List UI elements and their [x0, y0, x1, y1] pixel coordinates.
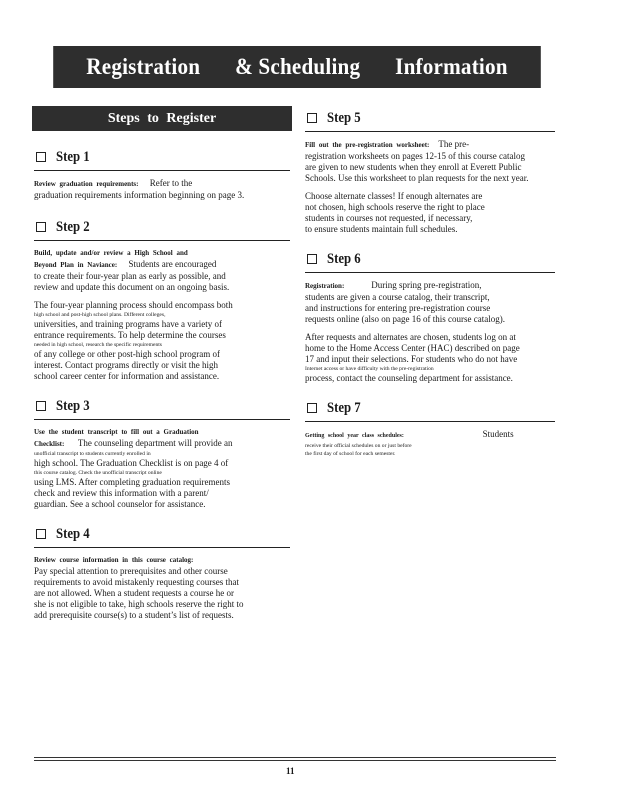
text-line: school career center for information and assistance. [34, 371, 220, 381]
text-line: students in courses not requested, if necessary, [305, 213, 473, 223]
text-line: using LMS. After completing graduation requirements [34, 477, 230, 487]
right-column [305, 108, 555, 458]
text-line-small: this course catalog. Check the unofficial transcript online [34, 470, 162, 476]
text-line: entrance requirements. To help determine the courses [34, 330, 226, 340]
step-2-body-2 [34, 300, 290, 382]
step-4 [34, 524, 290, 621]
step-title: Step 7 [327, 399, 361, 416]
step-lead: Build, update and/or review a High School and [34, 249, 188, 257]
text-line-small: receive their official schedules on or just before [305, 443, 412, 449]
step-2-header [34, 217, 290, 241]
text-line: graduation requirements information beginning on page 3. [34, 190, 245, 200]
page-banner [53, 46, 541, 88]
text-line: universities, and training programs have a variety of [34, 319, 222, 329]
text-line: to create their four-year plan as early as possible, and [34, 271, 226, 281]
step-title: Step 4 [56, 525, 90, 542]
step-title: Step 5 [327, 109, 361, 126]
step-5-body-2 [305, 191, 555, 235]
step-lead: Review graduation requirements: [34, 180, 139, 188]
step-7 [305, 398, 555, 458]
text-line: requests online (also on page 16 of this course catalog). [305, 314, 505, 324]
text-line: Students [482, 429, 514, 439]
step-lead: Review course information in this course catalog: [34, 556, 194, 564]
text-line: interest. Contact programs directly or visit the high [34, 360, 218, 370]
banner-word-2: & Scheduling [235, 54, 361, 79]
step-lead: Checklist: [34, 440, 65, 448]
text-line: The pre- [438, 139, 470, 149]
text-line: After requests and alternates are chosen, students log on at [305, 332, 516, 342]
text-line: check and review this information with a parent/ [34, 488, 209, 498]
text-line: are not allowed. When a student requests a course he or [34, 588, 235, 598]
step-lead: Getting school year class schedules: [305, 433, 404, 439]
step-lead: Registration: [305, 282, 345, 290]
text-line: Refer to the [149, 178, 193, 188]
text-line: students are given a course catalog, their transcript, [305, 292, 490, 302]
text-line: guardian. See a school counselor for assistance. [34, 499, 206, 509]
step-6-body-2 [305, 332, 555, 384]
text-line-small: the first day of school for each semester. [305, 451, 396, 457]
checkbox-icon[interactable] [36, 529, 46, 539]
step-6 [305, 249, 555, 384]
text-line: The counseling department will provide an [77, 438, 233, 448]
text-line-small: needed in high school, research the specific requirements [34, 342, 162, 348]
text-line: she is not eligible to take, high schools reserve the right to [34, 599, 244, 609]
step-6-body [305, 280, 555, 325]
step-title: Step 6 [327, 250, 361, 267]
text-line: and instructions for entering pre-registration course [305, 303, 491, 313]
text-line-small: Internet access or have difficulty with the pre-registration [305, 366, 434, 372]
step-2 [34, 217, 290, 382]
text-line: requirements to avoid mistakenly requesting courses that [34, 577, 239, 587]
checkbox-icon[interactable] [307, 113, 317, 123]
footer-rule-top [34, 757, 556, 758]
step-4-body [34, 555, 290, 621]
step-5 [305, 108, 555, 235]
step-3 [34, 396, 290, 510]
step-2-body [34, 248, 290, 293]
checkbox-icon[interactable] [36, 401, 46, 411]
banner-word-3: Information [395, 54, 508, 79]
checkbox-icon[interactable] [307, 403, 317, 413]
page-number: 11 [286, 766, 295, 776]
text-line: 17 and input their selections. For students who do not have [305, 354, 518, 364]
left-column [34, 106, 290, 621]
text-line: to ensure students maintain full schedules. [305, 224, 458, 234]
step-1-body [34, 178, 290, 201]
text-line: are given to new students when they enroll at Everett Public [305, 162, 522, 172]
step-7-body [305, 429, 555, 458]
step-title: Step 1 [56, 148, 90, 165]
checkbox-icon[interactable] [36, 152, 46, 162]
text-line: process, contact the counseling department for assistance. [305, 373, 513, 383]
text-line: not chosen, high schools reserve the right to place [305, 202, 485, 212]
text-line: registration worksheets on pages 12-15 of this course catalog [305, 151, 525, 161]
step-lead: Beyond Plan in Naviance: [34, 261, 118, 269]
steps-heading: Steps to Register [32, 106, 292, 131]
footer-rule-bottom [34, 760, 556, 761]
step-1-header [34, 147, 290, 171]
text-line: Pay special attention to prerequisites and other course [34, 566, 228, 576]
step-lead: Use the student transcript to fill out a Graduation [34, 428, 199, 436]
step-3-body [34, 427, 290, 510]
step-6-header [305, 249, 555, 273]
step-title: Step 2 [56, 218, 90, 235]
checkbox-icon[interactable] [36, 222, 46, 232]
step-5-header [305, 108, 555, 132]
text-line: Students are encouraged [128, 259, 217, 269]
text-line: The four-year planning process should encompass both [34, 300, 233, 310]
banner-word-1: Registration [86, 54, 201, 79]
text-line: home to the Home Access Center (HAC) described on page [305, 343, 520, 353]
step-7-header [305, 398, 555, 422]
text-line: Choose alternate classes! If enough alternates are [305, 191, 483, 201]
text-line-small: unofficial transcript to students currently enrolled in [34, 451, 151, 457]
step-3-header [34, 396, 290, 420]
step-title: Step 3 [56, 397, 90, 414]
step-4-header [34, 524, 290, 548]
text-line-small: high school and post-high school plans. Different colleges, [34, 312, 166, 318]
checkbox-icon[interactable] [307, 254, 317, 264]
text-line: high school. The Graduation Checklist is on page 4 of [34, 458, 229, 468]
text-line: Schools. Use this worksheet to plan requests for the next year. [305, 173, 529, 183]
step-5-body [305, 139, 555, 184]
text-line: During spring pre-registration, [371, 280, 482, 290]
step-1 [34, 147, 290, 201]
step-lead: Fill out the pre-registration worksheet: [305, 141, 430, 149]
text-line: review and update this document on an ongoing basis. [34, 282, 230, 292]
text-line: add prerequisite course(s) to a student’s list of requests. [34, 610, 234, 620]
text-line: of any college or other post-high school program of [34, 349, 220, 359]
